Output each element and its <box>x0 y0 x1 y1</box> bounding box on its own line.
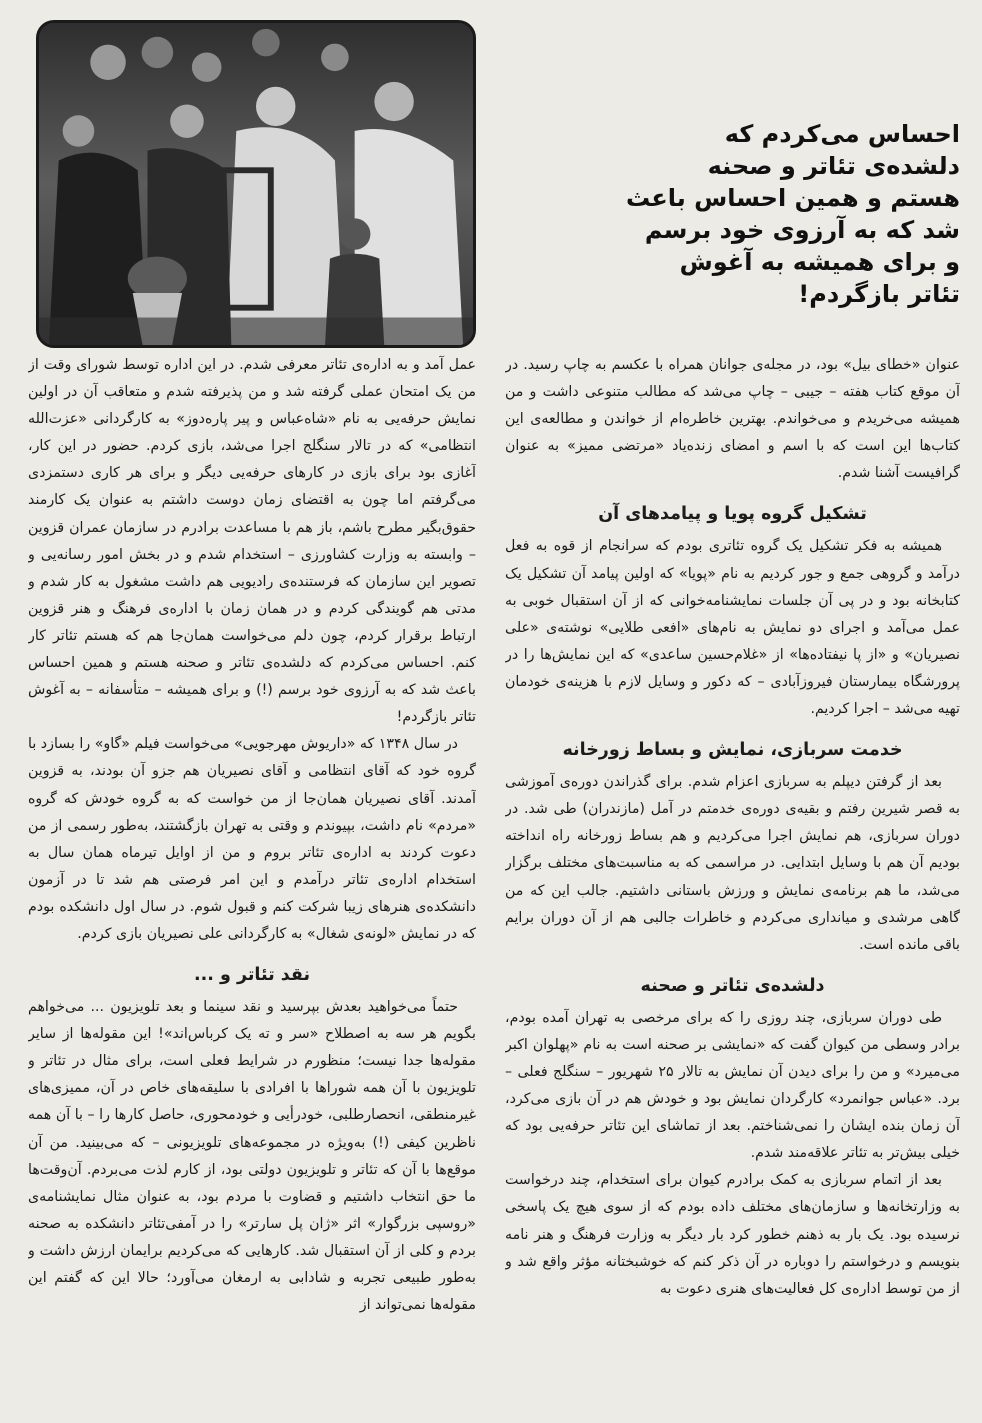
pull-quote-line: تئاتر بازگردم! <box>798 280 960 308</box>
section-heading: خدمت سربازی، نمایش و بساط زورخانه <box>562 740 903 761</box>
body-paragraph: عمل آمد و به اداره‌ی تئاتر معرفی شدم. در این اداره توسط شورای وقت از من یک امتحان عملی گرفته شد و من پذیرفته شدم و متعاقب آن در اولین نمایش حرفه‌یی به نام «شاه‌عباس و پیر پاره‌دوز» به کارگردانی «عزت‌الله انتظامی» که در تالار سنگلج اجرا می‌شد، بازی کردم. حضور در این کار، آغازی بود برای بازی در کارهای حرفه‌یی دیگر و برای هر کاری دستمزدی می‌گرفتم اما چون به اقتضای زمان دوست داشتم به عنوان یک کارمند حقوق‌بگیر مطرح باشم، باز هم با مساعدت برادرم در سازمان عمران قزوین – وابسته به وزارت کشاورزی – استخدام شدم و در بخش امور رسانه‌یی و تصویر این سازمان که فرستنده‌ی رادیویی هم داشت مشغول به کار شدم و مدتی هم گویندگی کردم و در همان زمان با اداره‌ی فرهنگ و هنر قزوین ارتباط برقرار کردم، چون دلم می‌خواست همان‌جا هم که هستم تئاتر کار کنم. احساس می‌کردم که دلشده‌ی تئاتر و صحنه هستم و همین احساس باعث شد که به آرزوی خود برسم (!) و برای همیشه – متأسفانه – به آغوش تئاتر بازگردم! <box>28 357 476 726</box>
photo-image <box>39 23 473 345</box>
pull-quote <box>500 118 960 310</box>
body-paragraph: طی دوران سربازی، چند روزی را که برای مرخصی به تهران آمده بودم، برادر وسطی من کیوان گفت که «نمایشی بر صحنه است به نام «پهلوان اکبر می‌میرد» و من را برای دیدن آن نمایش به تالار ۲۵ شهریور – سنگلج فعلی – برد. «عباس جوانمرد» کارگردان نمایش بود و خودش هم در آن بازی می‌کرد، آن زمان بنده ایشان را نمی‌شناختم. بعد از تماشای این تئاتر حرفه‌یی بود که خیلی بیش‌تر به تئاتر علاقه‌مند شدم. <box>505 1009 960 1162</box>
body-paragraph: بعد از گرفتن دیپلم به سربازی اعزام شدم. برای گذراندن دوره‌ی آموزشی به قصر شیرین رفتم و بقیه‌ی دوره‌ی خدمتم در آمل (مازندران) طی شد. در دوران سربازی، هم نمایش اجرا می‌کردیم و هم بساط زورخانه راه انداخته بودیم آن هم با وسایل ابتدایی. در مراسمی که به مناسبت‌های مختلف برگزار می‌شد، ما هم برنامه‌ی نمایش و ورزش باستانی داشتیم. جالب این که من گاهی مرشدی و میانداری می‌کردم و خاطرات جالبی هم از آن دوران برایم باقی مانده است. <box>505 774 960 953</box>
body-paragraph: حتماً می‌خواهید بعدش بپرسید و نقد سینما و بعد تلویزیون ... می‌خواهم بگویم هر سه به اصطلاح «سر و ته یک کرباس‌اند»! این مقوله‌ها از سایر مقوله‌ها جدا نیست؛ منظورم در شرایط فعلی است، برای مثال در تئاتر و تلویزیون با آن همه شوراها با افرادی با سلیقه‌های خاص در آن، ممیزی‌های غیرمنطقی، انحصارطلبی، خودرأیی و خودمحوری، حاصل کارها را – با آن همه ناظرین کیفی (!) به‌ویژه در مجموعه‌های تلویزیونی – که می‌بینید. من آن موقع‌ها با آن که تئاتر و تلویزیون دولتی بود، از کارم لذت می‌بردم. آن‌وقت‌ها ما حق انتخاب داشتیم و قضاوت با مردم بود، به عنوان مثال نمایشنامه‌ی «روسپی بزرگوار» اثر «ژان پل سارتر» را در آمفی‌تئاتر دانشکده به صحنه بردم و کلی از آن استقبال شد. کارهایی که می‌کردیم برایمان ارزش داشت و به‌طور طبیعی تجربه و شادابی به ارمغان می‌آورد؛ حالا این که گفتم این مقوله‌ها نمی‌تواند از <box>28 999 476 1314</box>
body-paragraph: همیشه به فکر تشکیل یک گروه تئاتری بودم که سرانجام از قوه به فعل درآمد و گروهی جمع و جور کردیم به نام «پویا» که اولین پیامد آن تشکیل یک کتابخانه بود و در پی آن جلسات نمایشنامه‌خوانی که از آن استقبال خوبی به عمل می‌آمد و اجرای دو نمایش به نام‌های «افعی طلایی» نوشته‌ی «علی نصیریان» و «از پا نیفتاده‌ها» از «غلام‌حسین ساعدی» که این نمایش‌ها را در پرورشگاه بیمارستان فیروزآبادی – که دکور و وسایل لازم با هزینه‌ی خودمان تهیه می‌شد – اجرا کردیم. <box>505 538 960 718</box>
pull-quote-line: هستم و همین احساس باعث <box>625 184 960 212</box>
right-column <box>505 352 960 1412</box>
section-heading: دلشده‌ی تئاتر و صحنه <box>640 975 825 996</box>
section-heading: نقد تئاتر و ... <box>193 965 311 986</box>
intro-paragraph: عنوان «خطای بیل» بود، در مجله‌ی جوانان همراه با عکسم به چاپ رسید. در آن موقع کتاب هفته – جیبی – چاپ می‌شد که مطالب متنوعی داشت و من همیشه می‌خریدم و می‌خواندم. بهترین خاطره‌ام از خواندن و مطالعه‌ی این کتاب‌ها این است که با اسم و امضای زنده‌یاد «مرتضی ممیز» به عنوان گرافیست آشنا شدم. <box>505 357 960 482</box>
pull-quote-line: احساس می‌کردم که <box>724 120 960 148</box>
pull-quote-line: دلشده‌ی تئاتر و صحنه <box>707 152 960 180</box>
body-paragraph: در سال ۱۳۴۸ که «داریوش مهرجویی» می‌خواست فیلم «گاو» را بسازد با گروه خود که آقای انتظامی و آقای نصیریان هم جزو آن بودند، به قزوین آمدند. آقای نصیریان همان‌جا از من خواست که به گروه خودش که گروه «مردم» نام داشت، بپیوندم و وقتی به تهران بازگشتند، به‌طور رسمی از من دعوت کردند به اداره‌ی تئاتر بروم و من از اوایل تیرماه همان سال به استخدام اداره‌ی تئاتر درآمدم و این امر فرصتی هم شد تا در آزمون دانشکده‌ی هنرهای زیبا شرکت کنم و قبول شوم. در سال اول دانشکده بودم که در نمایش «لونه‌ی شغال» به کارگردانی علی نصیریان بازی کردم. <box>28 736 476 942</box>
left-column <box>28 352 476 1412</box>
body-paragraph: بعد از اتمام سربازی به کمک برادرم کیوان برای استخدام، چند درخواست به وزارتخانه‌ها و سازمان‌های مختلف داده بودم که از سوی هیچ یک پاسخی نرسیده بود. یک بار به ذهنم خطور کرد بار دیگر به وزارت فرهنگ و هنر نامه بنویسم و درخواستم را دوباره در آن ذکر کنم که خوشبختانه مؤثر واقع شد و از من توسط اداره‌ی کل فعالیت‌های هنری دعوت به <box>505 1172 960 1297</box>
section-heading: تشکیل گروه پویا و پیامدهای آن <box>598 504 867 525</box>
theatre-photo <box>36 20 476 348</box>
pull-quote-line: و برای همیشه به آغوش <box>679 248 960 276</box>
pull-quote-line: شد که به آرزوی خود برسم <box>644 216 960 244</box>
